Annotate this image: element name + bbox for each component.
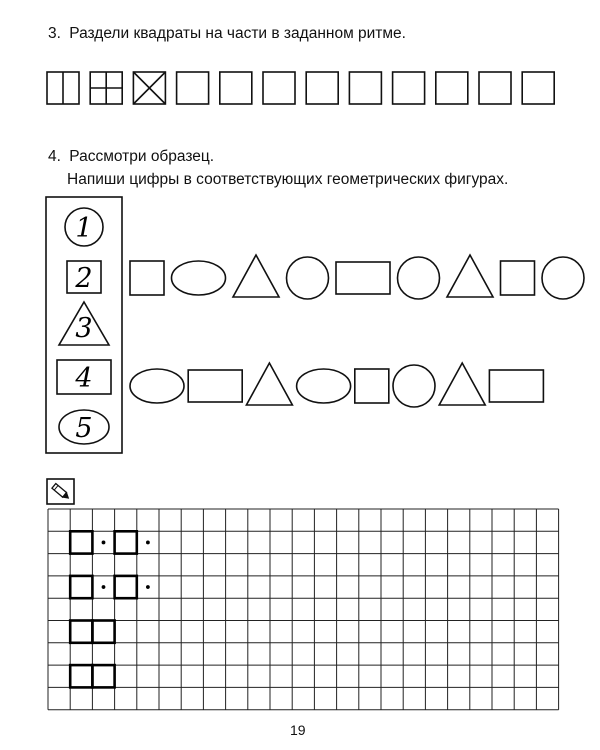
square-outline <box>306 72 338 104</box>
row-shape-rectangle[interactable] <box>188 370 242 402</box>
row-shape-square[interactable] <box>355 369 389 403</box>
division-square-12[interactable] <box>522 72 554 104</box>
task3-number: 3. <box>48 25 61 42</box>
row-shape-ellipse[interactable] <box>297 369 351 403</box>
rectangle-shape <box>336 262 390 294</box>
legend-digit: 2 <box>75 263 93 294</box>
legend-digit: 5 <box>75 413 93 444</box>
task4-number: 4. <box>48 148 61 165</box>
division-square-1[interactable] <box>47 72 79 104</box>
legend-digit: 4 <box>75 363 93 394</box>
square-outline <box>522 72 554 104</box>
triangle-shape <box>246 363 292 405</box>
row-shape-circle[interactable] <box>287 257 329 299</box>
task3-heading <box>48 25 406 43</box>
ellipse-shape <box>172 261 226 295</box>
pattern-square <box>115 576 137 598</box>
square-outline <box>393 72 425 104</box>
pattern-square <box>115 531 137 553</box>
square-shape <box>355 369 389 403</box>
square-outline <box>263 72 295 104</box>
task3-text: Раздели квадраты на части в заданном ритме. <box>69 25 406 42</box>
legend-item-triangle <box>59 302 109 345</box>
pattern-dot <box>146 541 150 545</box>
pattern-dot <box>146 585 150 589</box>
row-shape-circle[interactable] <box>393 365 435 407</box>
pattern-square <box>70 665 92 687</box>
shapes-row-1[interactable] <box>128 248 568 308</box>
circle-shape <box>542 257 584 299</box>
writing-grid[interactable] <box>47 508 562 713</box>
task3-squares-row <box>44 69 564 109</box>
triangle-shape <box>447 255 493 297</box>
square-shape <box>130 261 164 295</box>
legend-box <box>45 196 125 456</box>
square-shape <box>501 261 535 295</box>
row-shape-circle[interactable] <box>398 257 440 299</box>
square-outline <box>436 72 468 104</box>
task4-text-line2: Напиши цифры в соответствующих геометрических фигурах. <box>67 171 509 188</box>
row-shape-ellipse[interactable] <box>130 369 184 403</box>
division-square-11[interactable] <box>479 72 511 104</box>
division-square-4[interactable] <box>177 72 209 104</box>
rectangle-shape <box>489 370 543 402</box>
legend-item-ellipse <box>59 410 109 444</box>
task4-heading <box>48 148 214 166</box>
pencil-glyph <box>52 484 70 501</box>
rectangle-shape <box>188 370 242 402</box>
row-shape-triangle[interactable] <box>447 255 493 297</box>
ellipse-shape <box>297 369 351 403</box>
circle-shape <box>398 257 440 299</box>
row-shape-triangle[interactable] <box>439 363 485 405</box>
triangle-shape <box>233 255 279 297</box>
row-shape-rectangle[interactable] <box>336 262 390 294</box>
division-square-3[interactable] <box>133 72 165 104</box>
pattern-square <box>92 621 114 643</box>
pattern-dot <box>102 585 106 589</box>
legend-item-circle <box>65 208 103 246</box>
square-outline <box>177 72 209 104</box>
pattern-square <box>70 621 92 643</box>
row-shape-triangle[interactable] <box>246 363 292 405</box>
pattern-square <box>70 576 92 598</box>
row-shape-circle[interactable] <box>542 257 584 299</box>
division-square-9[interactable] <box>393 72 425 104</box>
row-shape-rectangle[interactable] <box>489 370 543 402</box>
legend-digit: 1 <box>75 213 93 244</box>
pattern-dot <box>102 541 106 545</box>
task4-text-line1: Рассмотри образец. <box>69 148 215 165</box>
row-shape-triangle[interactable] <box>233 255 279 297</box>
pattern-square <box>92 665 114 687</box>
triangle-shape <box>439 363 485 405</box>
pencil-icon <box>46 478 76 506</box>
square-outline <box>220 72 252 104</box>
division-square-8[interactable] <box>349 72 381 104</box>
shapes-row-2[interactable] <box>128 356 568 416</box>
row-shape-ellipse[interactable] <box>172 261 226 295</box>
circle-shape <box>287 257 329 299</box>
division-square-6[interactable] <box>263 72 295 104</box>
legend-digit: 3 <box>75 313 93 344</box>
page-number: 19 <box>290 722 306 738</box>
ellipse-shape <box>130 369 184 403</box>
pattern-square <box>70 531 92 553</box>
legend-item-rectangle <box>57 360 111 394</box>
division-square-10[interactable] <box>436 72 468 104</box>
division-square-5[interactable] <box>220 72 252 104</box>
circle-shape <box>393 365 435 407</box>
row-shape-square[interactable] <box>501 261 535 295</box>
square-outline <box>349 72 381 104</box>
legend-item-square <box>67 261 101 294</box>
task4-subheading <box>67 171 508 189</box>
square-outline <box>479 72 511 104</box>
row-shape-square[interactable] <box>130 261 164 295</box>
division-square-7[interactable] <box>306 72 338 104</box>
division-square-2[interactable] <box>90 72 122 104</box>
